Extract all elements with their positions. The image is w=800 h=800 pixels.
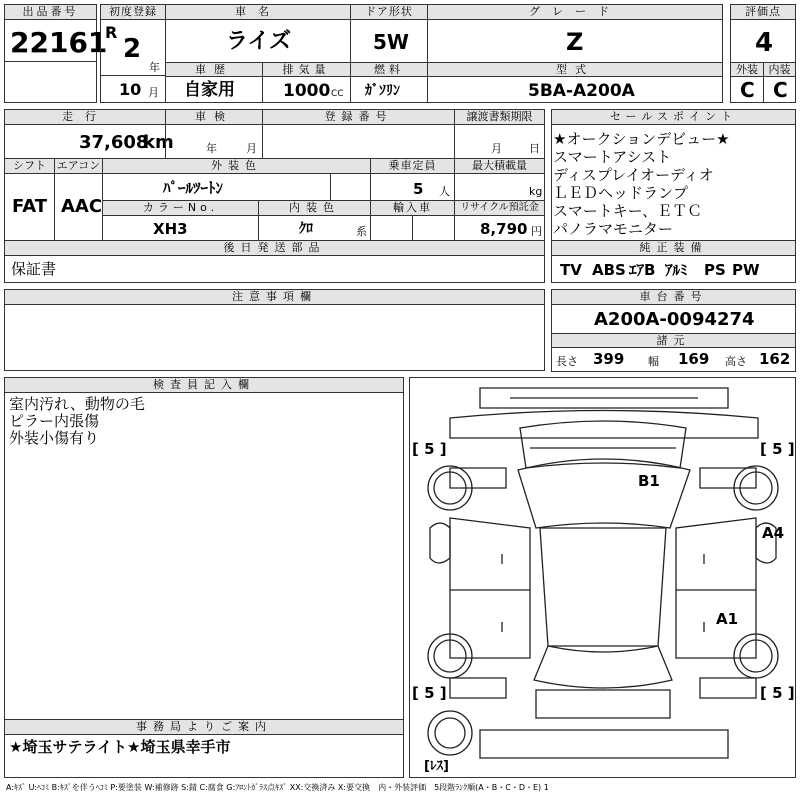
color-cell bbox=[102, 173, 331, 201]
ext-cell bbox=[730, 76, 764, 103]
damage-mark: A1 bbox=[716, 610, 739, 628]
shift-label: シフト bbox=[4, 158, 55, 174]
inspect-year-unit: 年 bbox=[206, 142, 217, 155]
inspector-cell bbox=[4, 392, 404, 720]
mileage-label: 走行 bbox=[4, 109, 166, 125]
inspector-line: 室内汚れ、動物の毛 bbox=[9, 395, 145, 413]
equip-cell bbox=[551, 255, 796, 283]
equip-item: ｱﾙﾐ bbox=[665, 261, 688, 279]
import-cell-a bbox=[370, 215, 413, 241]
mileage-cell bbox=[4, 124, 174, 159]
inspect-label: 車検 bbox=[165, 109, 263, 125]
ac-label: エアコン bbox=[54, 158, 103, 174]
equip-item: ABS bbox=[592, 261, 626, 279]
tire-front-left: [ 5 ] bbox=[412, 440, 447, 458]
sales-cell bbox=[551, 124, 796, 241]
interior-unit: 系 bbox=[356, 225, 367, 238]
door-label: ドア形状 bbox=[350, 4, 428, 20]
equip-item: TV bbox=[560, 261, 582, 279]
shift-cell bbox=[4, 173, 55, 241]
int-cell bbox=[763, 76, 796, 103]
tire-rear-left: [ 5 ] bbox=[412, 684, 447, 702]
shift-value: FAT bbox=[12, 196, 48, 217]
seats-label: 乗車定員 bbox=[370, 158, 455, 174]
import-cell-b bbox=[412, 215, 455, 241]
model-value: 5BA-A200A bbox=[528, 81, 635, 101]
door-value: 5W bbox=[373, 30, 409, 54]
ext-label: 外装 bbox=[730, 62, 764, 77]
recycle-cell bbox=[454, 215, 545, 241]
lot-number: 22161 bbox=[10, 26, 108, 59]
seats-unit: 人 bbox=[439, 185, 450, 198]
car-diagram-panel bbox=[409, 377, 796, 778]
equip-item: PW bbox=[732, 261, 760, 279]
transfer-cell bbox=[454, 124, 545, 159]
notes-label: 注意事項欄 bbox=[4, 289, 545, 305]
sales-line: スマートアシスト bbox=[553, 148, 672, 166]
later-cell bbox=[4, 255, 545, 283]
model-cell bbox=[427, 76, 723, 103]
import-label: 輸入車 bbox=[370, 200, 455, 216]
lot-blank bbox=[4, 61, 97, 103]
history-label: 車歴 bbox=[165, 62, 263, 77]
recycle-unit: 円 bbox=[531, 225, 542, 238]
transfer-month-unit: 月 bbox=[491, 142, 502, 155]
reg-year-unit: 年 bbox=[149, 61, 160, 74]
later-label: 後日発送部品 bbox=[4, 240, 545, 256]
sales-line: ディスプレイオーディオ bbox=[553, 166, 714, 184]
reg-year: 2 bbox=[123, 34, 142, 64]
car-name: ライズ bbox=[226, 29, 292, 54]
spec-length-label: 長さ bbox=[556, 355, 578, 368]
sales-line: ＬＥＤヘッドランプ bbox=[553, 184, 689, 202]
colorno-label: カラーNo. bbox=[102, 200, 259, 216]
color-value: ﾊﾟｰﾙﾂｰﾄﾝ bbox=[163, 179, 224, 197]
grade-value: Z bbox=[566, 28, 584, 56]
sales-line: ★オークションデビュー★ bbox=[553, 130, 730, 148]
reg-year-cell bbox=[100, 19, 166, 76]
ac-value: AAC bbox=[61, 196, 103, 217]
spec-width-value: 169 bbox=[678, 350, 710, 368]
sales-label: セールスポイント bbox=[551, 109, 796, 125]
equip-label: 純正装備 bbox=[551, 240, 796, 256]
mileage-unit: km bbox=[143, 132, 174, 153]
inspector-line: ピラー内張傷 bbox=[9, 412, 100, 430]
colorno-value: XH3 bbox=[153, 220, 188, 238]
disp-value: 1000 bbox=[283, 81, 331, 101]
equip-item: ｴｱB bbox=[629, 261, 656, 279]
lot-cell bbox=[4, 19, 108, 62]
specs-cell bbox=[551, 347, 796, 372]
inspector-label: 検査員記入欄 bbox=[4, 377, 404, 393]
ac-cell bbox=[54, 173, 103, 241]
ext-value: C bbox=[740, 78, 755, 102]
damage-mark: B1 bbox=[638, 472, 660, 490]
spec-height-label: 高さ bbox=[725, 355, 747, 368]
model-label: 型式 bbox=[427, 62, 723, 77]
spec-width-label: 幅 bbox=[648, 355, 659, 368]
notes-cell bbox=[4, 304, 545, 371]
disp-label: 排気量 bbox=[262, 62, 351, 77]
fuel-value: ｶﾞｿﾘﾝ bbox=[365, 83, 400, 99]
chassis-label: 車台番号 bbox=[551, 289, 796, 305]
score-label: 評価点 bbox=[730, 4, 796, 20]
interior-cell bbox=[258, 215, 371, 241]
office-label: 事務局よりご案内 bbox=[4, 719, 404, 735]
color-label: 外装色 bbox=[102, 158, 371, 174]
later-value: 保証書 bbox=[11, 260, 57, 278]
legend: A:ｷｽﾞ U:ﾍｺﾐ B:ｷｽﾞを伴うﾍｺﾐ P:要塗装 W:補修跡 S:錆 C:腐食 G:ﾌﾛﾝﾄｶﾞﾗｽ点ｷｽﾞ XX:交換済み X:要交換 内・外装評価 5段階ﾗﾝｸ順(A・B・C・D・E) 1 bbox=[6, 783, 549, 792]
spec-length-value: 399 bbox=[593, 350, 625, 368]
transfer-label: 譲渡書類期限 bbox=[454, 109, 545, 125]
color-extra-cell bbox=[330, 173, 371, 201]
equip-item: PS bbox=[704, 261, 726, 279]
chassis-value: A200A-0094274 bbox=[594, 309, 755, 330]
inspect-cell bbox=[165, 124, 263, 159]
reg-month-unit: 月 bbox=[148, 86, 159, 99]
reg-month: 10 bbox=[119, 80, 142, 99]
disp-cell bbox=[262, 76, 351, 103]
spare-tire: [ﾚｽ] bbox=[424, 759, 449, 774]
seats-value: 5 bbox=[413, 180, 424, 198]
transfer-day-unit: 日 bbox=[529, 142, 540, 155]
reg-label: 初度登録 bbox=[100, 4, 166, 20]
seats-cell bbox=[370, 173, 455, 201]
car-label: 車名 bbox=[165, 4, 351, 20]
sales-line: パノラマモニター bbox=[553, 220, 674, 238]
recycle-label: リサイクル預託金 bbox=[454, 200, 545, 216]
history-value: 自家用 bbox=[184, 80, 235, 100]
interior-label: 内装色 bbox=[258, 200, 371, 216]
grade-label: グレード bbox=[427, 4, 723, 20]
history-cell bbox=[165, 76, 263, 103]
door-cell bbox=[350, 19, 428, 63]
disp-unit: CC bbox=[331, 89, 344, 99]
sales-line: スマートキー、ＥＴＣ bbox=[553, 202, 703, 220]
load-unit: kg bbox=[529, 185, 543, 198]
mileage-value: 37,608 bbox=[79, 132, 149, 153]
inspector-line: 外装小傷有り bbox=[9, 429, 100, 447]
inspect-month-unit: 月 bbox=[246, 142, 257, 155]
grade-cell bbox=[427, 19, 723, 63]
office-cell bbox=[4, 734, 404, 778]
damage-mark: A4 bbox=[762, 524, 785, 542]
tire-rear-right: [ 5 ] bbox=[760, 684, 795, 702]
int-label: 内装 bbox=[763, 62, 796, 77]
regno-label: 登録番号 bbox=[262, 109, 455, 125]
tire-front-right: [ 5 ] bbox=[760, 440, 795, 458]
chassis-cell bbox=[551, 304, 796, 334]
reg-month-cell bbox=[100, 75, 166, 103]
load-cell bbox=[454, 173, 545, 201]
score-value: 4 bbox=[755, 28, 774, 58]
recycle-value: 8,790 bbox=[480, 220, 528, 238]
office-text: ★埼玉サテライト★埼玉県幸手市 bbox=[9, 738, 231, 756]
colorno-cell bbox=[102, 215, 259, 241]
lot-label: 出品番号 bbox=[4, 4, 97, 20]
load-label: 最大積載量 bbox=[454, 158, 545, 174]
car-cell bbox=[165, 19, 351, 63]
specs-label: 諸元 bbox=[551, 333, 796, 348]
car-body-diagram bbox=[410, 378, 797, 779]
regno-cell bbox=[262, 124, 455, 159]
fuel-cell bbox=[350, 76, 428, 103]
spec-height-value: 162 bbox=[759, 350, 791, 368]
interior-value: ｸﾛ bbox=[299, 221, 313, 237]
fuel-label: 燃料 bbox=[350, 62, 428, 77]
int-value: C bbox=[773, 78, 788, 102]
score-cell bbox=[730, 19, 796, 63]
reg-era: R bbox=[105, 23, 118, 42]
